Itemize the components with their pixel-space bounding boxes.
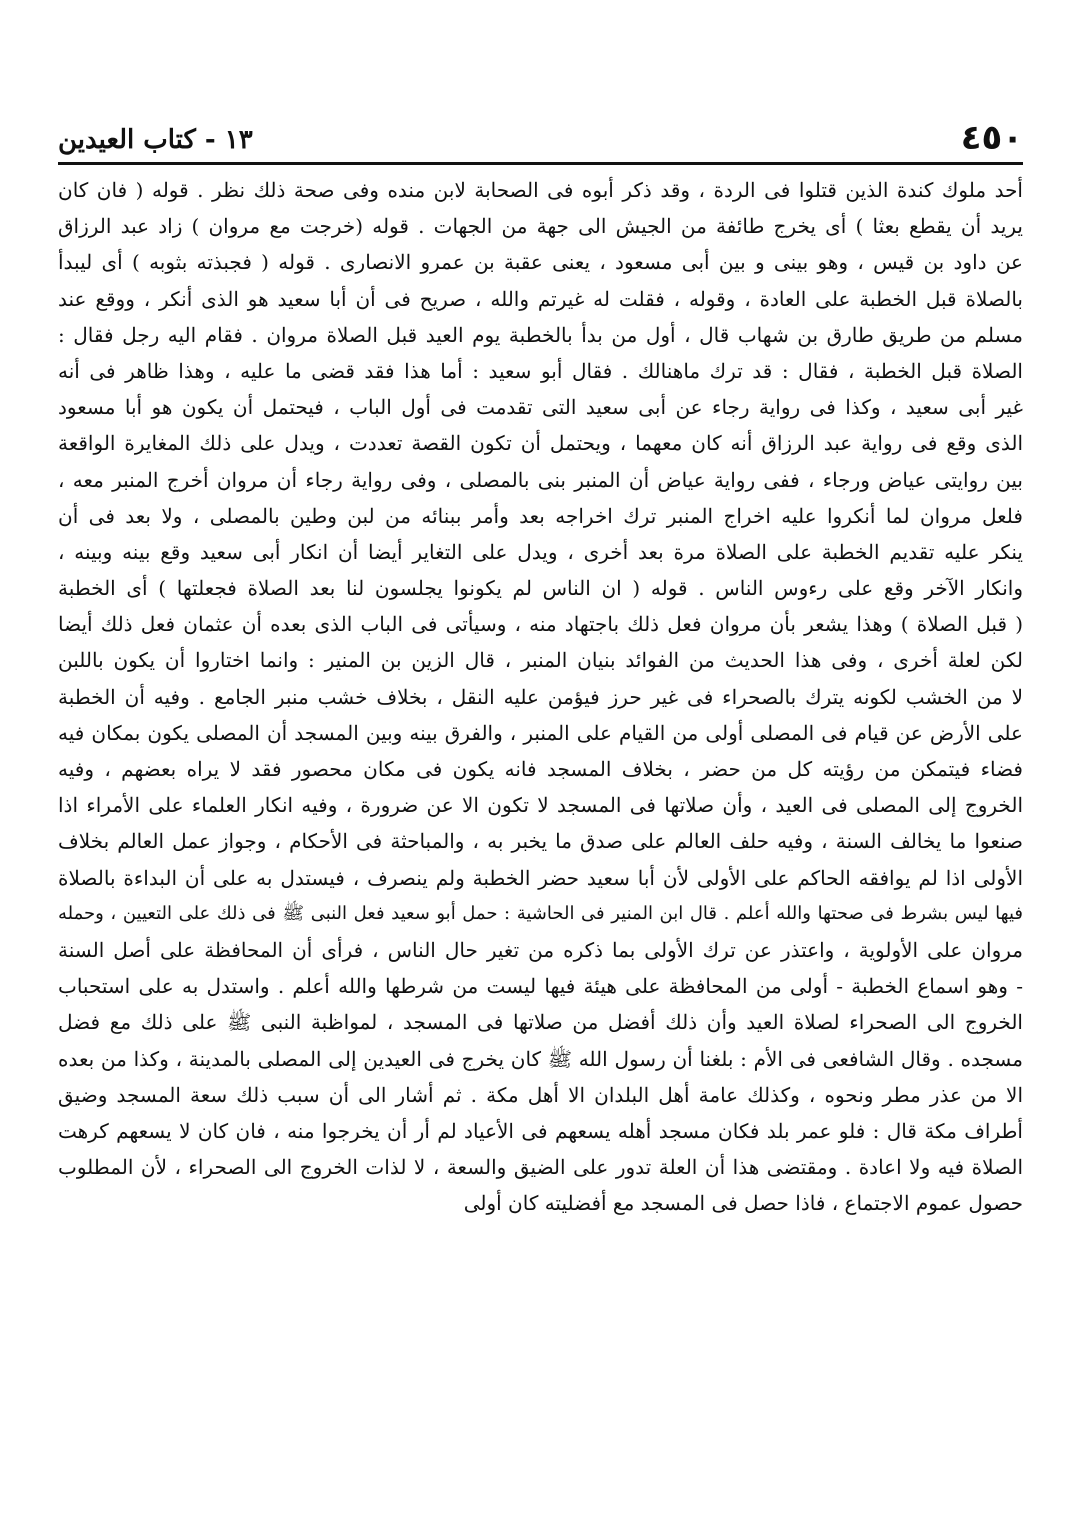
text-line: مروان على الأولوية ، واعتذر عن ترك الأولى بما ذكره من تغير حال الناس ، فرأى أن المحافظة على أصل السنة bbox=[58, 937, 1023, 962]
text-line: الأولى اذا لم يوافقه الحاكم على الأولى لأن أبا سعيد حضر الخطبة ولم ينصرف ، فيستدل به على أن البداءة بالصلاة bbox=[58, 865, 1023, 890]
text-line: الصلاة قبل الخطبة ، فقال : قد ترك ماهنالك . فقال أبو سعيد : أما هذا فقد قضى ما عليه ، وهذا ظاهر فى أنه bbox=[58, 358, 1023, 383]
running-title: ١٣ - كتاب العيدين bbox=[58, 125, 253, 155]
text-line: - وهو اسماع الخطبة - أولى من المحافظة على هيئة فيها ليست من شرطها والله أعلم . واستدل به على استحباب bbox=[58, 974, 1023, 999]
text-line: غير أبى سعيد ، وكذا فى رواية رجاء عن أبى سعيد التى تقدمت فى أول الباب ، فيحتمل أن يكون هو أبا مسعود bbox=[58, 395, 1023, 420]
text-line: وانكار الآخر وقع على رءوس الناس . قوله ( ان الناس لم يكونوا يجلسون لنا بعد الصلاة فجعلتها ) أى الخطبة bbox=[58, 576, 1023, 601]
text-line: الخروج الى الصحراء لصلاة العيد وأن ذلك أفضل من صلاتها فى المسجد ، لمواظبة النبى ﷺ على ذلك مع فضل bbox=[58, 1010, 1023, 1035]
text-line: أحد ملوك كندة الذين قتلوا فى الردة ، وقد ذكر أبوه فى الصحابة لابن منده وفى صحة ذلك نظر . قوله ( فان كان bbox=[58, 178, 1023, 202]
text-line: بين روايتى عياض ورجاء ، ففى رواية عياض أن المنبر بنى بالمصلى ، وفى رواية رجاء أن مروان أخرج المنبر معه ، bbox=[58, 467, 1023, 492]
text-line: الا من عذر مطر ونحوه ، وكذلك عامة أهل البلدان الا أهل مكة . ثم أشار الى أن سبب ذلك سعة المسجد وضيق bbox=[58, 1082, 1023, 1107]
header-rule bbox=[58, 162, 1023, 165]
text-line: مسجده . وقال الشافعى فى الأم : بلغنا أن رسول الله ﷺ كان يخرج فى العيدين إلى المصلى بالمدينة ، وكذا من بعده bbox=[58, 1046, 1023, 1071]
text-line: على الأرض عن قيام فى المصلى أولى من القيام على المنبر ، والفرق بينه وبين المسجد أن المصلى يكون بمكان فيه bbox=[58, 720, 1023, 745]
text-line: أطراف مكة قال : فلو عمر بلد فكان مسجد أهله يسعهم فى الأعياد لم أر أن يخرجوا منه ، فان كان لا يسعهم كرهت bbox=[58, 1118, 1023, 1143]
text-line: الصلاة فيه ولا اعادة . ومقتضى هذا أن العلة تدور على الضيق والسعة ، لا لذات الخروج الى الصحراء ، لأن المطلوب bbox=[58, 1155, 1023, 1180]
page-number: ٤٥٠ bbox=[960, 118, 1023, 158]
text-line: مسلم من طريق طارق بن شهاب قال ، أول من بدأ بالخطبة يوم العيد قبل الصلاة مروان . فقام اليه رجل فقال : bbox=[58, 322, 1023, 347]
text-line: صنعوا ما يخالف السنة ، وفيه حلف العالم على صدق ما يخبر به ، والمباحثة فى الأحكام ، وجواز عمل العالم بخلاف bbox=[58, 829, 1023, 854]
text-line: بالصلاة قبل الخطبة على العادة ، وقوله ، فقلت له غيرتم والله ، صريح فى أن أبا سعيد هو الذى أنكر ، ووقع عند bbox=[58, 286, 1023, 311]
text-line: الذى وقع فى رواية عبد الرزاق أنه كان معهما ، ويحتمل أن تكون القصة تعددت ، ويدل على ذلك المغايرة الواقعة bbox=[58, 431, 1023, 456]
text-line: ( قبل الصلاة ) وهذا يشعر بأن مروان فعل ذلك باجتهاد منه ، وسيأتى فى الباب الذى بعده أن عثمان فعل ذلك أيضا bbox=[58, 612, 1023, 637]
text-line: لكن لعلة أخرى ، وفى هذا الحديث من الفوائد بنيان المنبر ، قال الزين بن المنير : وانما اختاروا أن يكون باللبن bbox=[58, 648, 1023, 673]
body-text bbox=[58, 172, 1023, 1221]
text-line: فلعل مروان لما أنكروا عليه اخراج المنبر ترك اخراجه بعد وأمر ببنائه من لبن وطين بالمصلى ، ولا بعد فى أن bbox=[58, 503, 1023, 528]
text-line: عن داود بن قيس ، وهو بينى و بين أبى مسعود ، يعنى عقبة بن عمرو الانصارى . قوله ( فجبذته بثوبه ) أى ليبدأ bbox=[58, 250, 1023, 275]
text-line: فيها ليس بشرط فى صحتها والله أعلم . قال ابن المنير فى الحاشية : حمل أبو سعيد فعل النبى ﷺ فى ذلك على التعيين ، وحمله bbox=[58, 902, 1023, 924]
text-line: الخروج إلى المصلى فى العيد ، وأن صلاتها فى المسجد لا تكون الا عن ضرورة ، وفيه انكار العلماء على الأمراء اذا bbox=[58, 793, 1023, 818]
text-line: فضاء فيتمكن من رؤيته كل من حضر ، بخلاف المسجد فانه يكون فى مكان محصور فقد لا يراه بعضهم ، وفيه bbox=[58, 757, 1023, 781]
text-line: ينكر عليه تقديم الخطبة على الصلاة مرة بعد أخرى ، ويدل على التغاير أيضا أن انكار أبى سعيد وقع بينه وبينه ، bbox=[58, 539, 1023, 564]
page-header bbox=[58, 112, 1023, 168]
text-line: يريد أن يقطع بعثا ) أى يخرج طائفة من الجيش الى جهة من الجهات . قوله (خرجت مع مروان ) زاد عبد الرزاق bbox=[58, 214, 1023, 239]
text-line: لا من الخشب لكونه يترك بالصحراء فى غير حرز فيؤمن عليه النقل ، بخلاف خشب منبر الجامع . وفيه أن الخطبة bbox=[58, 684, 1023, 709]
text-line: حصول عموم الاجتماع ، فاذا حصل فى المسجد مع أفضليته كان أولى bbox=[463, 1191, 1023, 1216]
